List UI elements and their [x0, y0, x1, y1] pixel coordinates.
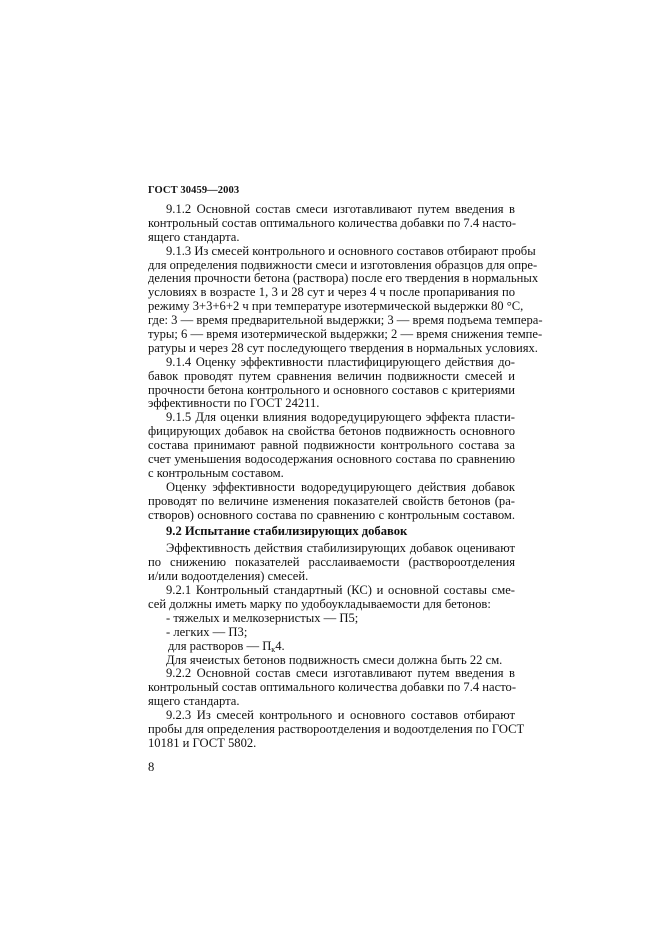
text-segment: 4. — [275, 638, 285, 653]
text-line: Для ячеистых бетонов подвижность смеси должна быть 22 см. — [166, 652, 503, 667]
text-line: состава принимают равной подвижности контрольного состава за — [148, 438, 515, 453]
document-header: ГОСТ 30459—2003 — [148, 185, 240, 196]
subscript: к — [271, 644, 276, 654]
text-line: по снижению показателей расслаиваемости (раствороотделения — [148, 555, 515, 570]
text-line: туры; 6 — время изотермической выдержки; 2 — время снижения темпе- — [148, 327, 543, 342]
text-line: ратуры и через 28 сут последующего твердения в нормальных условиях. — [148, 340, 538, 355]
text-line: 9.1.4 Оценку эффективности пластифицирующего действия до- — [166, 354, 515, 369]
text-line: с контрольным составом. — [148, 465, 284, 480]
text-line: - тяжелых и мелкозернистых — П5; — [166, 610, 359, 625]
text-line: проводят по величине изменения показателей свойств бетонов (ра- — [148, 493, 515, 508]
text-line: и/или водоотделения) смесей. — [148, 569, 309, 584]
document-body — [148, 202, 543, 751]
text-line: фицирующих добавок на свойства бетонов подвижность основного — [148, 424, 515, 439]
text-line: деления прочности бетона (раствора) после его твердения в нормальных — [148, 271, 539, 286]
text-line: где: 3 — время предварительной выдержки; 3 — время подъема темпера- — [148, 313, 543, 328]
text-line: 9.1.5 Для оценки влияния водоредуцирующего эффекта пласти- — [166, 410, 515, 425]
page-number: 8 — [148, 760, 155, 774]
text-line: ящего стандарта. — [148, 229, 240, 244]
text-line: 9.1.3 Из смесей контрольного и основного составов отбирают пробы — [166, 243, 536, 258]
text-line: режиму 3+3+6+2 ч при температуре изотермической выдержки 80 °С, — [148, 299, 524, 314]
text-line: створов) основного состава по сравнению с контрольным составом. — [148, 507, 515, 522]
text-line: контрольный состав оптимального количества добавки по 7.4 насто- — [148, 215, 517, 230]
text-line: Оценку эффективности водоредуцирующего действия добавок — [166, 479, 515, 494]
text-line: 9.2.2 Основной состав смеси изготавливают путем введения в — [166, 666, 515, 681]
text-line: контрольный состав оптимального количества добавки по 7.4 насто- — [148, 680, 517, 695]
text-line: 10181 и ГОСТ 5802. — [148, 735, 257, 750]
text-line: ящего стандарта. — [148, 694, 240, 709]
text-line: бавок проводят путем сравнения величин подвижности смесей и — [148, 368, 515, 383]
text-line: Эффективность действия стабилизирующих добавок оценивают — [166, 541, 515, 556]
text-segment: для растворов — П — [168, 638, 272, 653]
text-line: 9.1.2 Основной состав смеси изготавливают путем введения в — [166, 202, 515, 216]
text-line: 9.2.1 Контрольный стандартный (КС) и основной составы сме- — [166, 583, 515, 598]
text-line: пробы для определения раствороотделения и водоотделения по ГОСТ — [148, 721, 525, 736]
text-line: эффективности по ГОСТ 24211. — [148, 396, 320, 411]
text-line: - легких — П3; — [166, 624, 248, 639]
text-line: сей должны иметь марку по удобоукладываемости для бетонов: — [148, 596, 491, 611]
section-heading: 9.2 Испытание стабилизирующих добавок — [166, 524, 408, 539]
text-line: условиях в возрасте 1, 3 и 28 сут и через 4 ч после пропаривания по — [148, 285, 515, 300]
text-line: прочности бетона контрольного и основного составов с критериями — [148, 382, 515, 397]
text-line: 9.2.3 Из смесей контрольного и основного составов отбирают — [166, 708, 515, 723]
text-line: счет уменьшения водосодержания основного состава по сравнению — [148, 452, 515, 467]
text-line: для определения подвижности смеси и изготовления образцов для опре- — [148, 257, 538, 272]
text-line — [148, 640, 515, 654]
